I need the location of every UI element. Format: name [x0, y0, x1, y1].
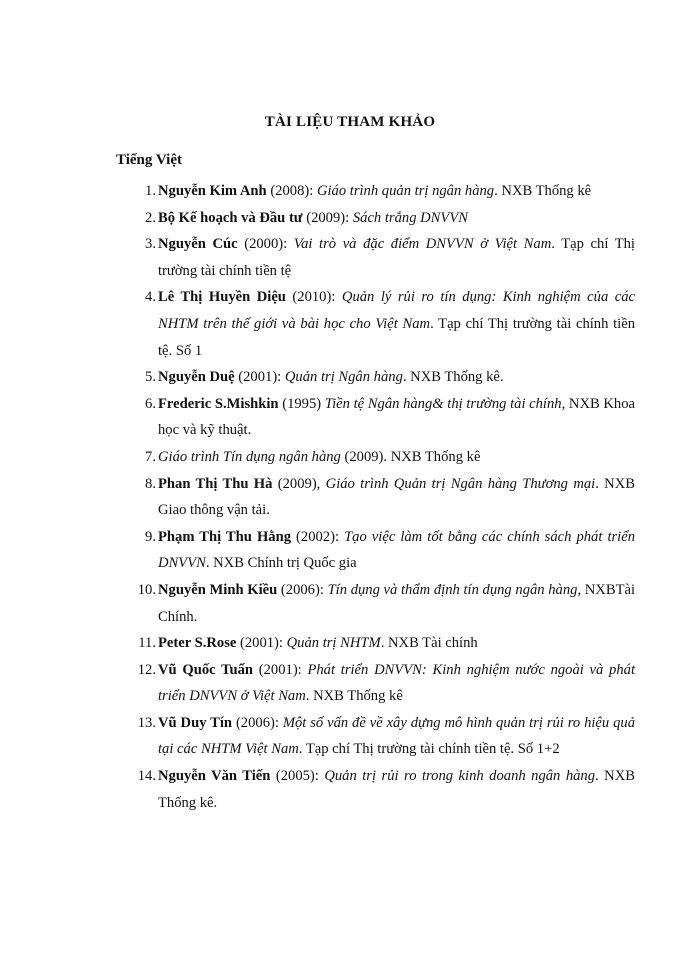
- reference-year: (2001):: [234, 369, 285, 386]
- reference-title: Giáo trình Quản trị Ngân hàng Thương mại: [325, 475, 596, 492]
- reference-item: [130, 178, 635, 205]
- reference-item: [130, 657, 635, 710]
- reference-year: (2009),: [272, 475, 326, 492]
- reference-item: [130, 284, 635, 364]
- reference-number: 7.: [145, 448, 156, 465]
- page-title: TÀI LIỆU THAM KHẢO: [264, 114, 436, 130]
- reference-title: Quản trị NHTM: [286, 635, 381, 652]
- reference-number: 6.: [145, 395, 156, 412]
- reference-number: 8.: [145, 475, 156, 492]
- reference-author: Phạm Thị Thu Hằng: [158, 528, 292, 545]
- reference-item: [130, 205, 635, 232]
- reference-title: Phát triển DNVVN: Kinh nghiệm nước ngoài và phát triển DNVVN ở Việt Nam: [158, 661, 635, 705]
- reference-title: Giáo trình quản trị ngân hàng: [316, 183, 495, 199]
- reference-number: 3.: [145, 236, 156, 253]
- reference-list: [130, 178, 635, 816]
- reference-title: Tiền tệ Ngân hàng& thị trường tài chính: [324, 395, 562, 412]
- reference-publisher: , NXBTài Chính.: [158, 581, 636, 625]
- reference-year: (2001):: [236, 635, 287, 652]
- reference-publisher: (2009). NXB Thống kê: [340, 448, 481, 465]
- reference-publisher: . NXB Thống kê.: [158, 768, 635, 811]
- reference-year: (2001):: [253, 661, 308, 678]
- reference-publisher: , NXB Khoa học và kỹ thuật.: [158, 395, 635, 439]
- reference-author: Bộ Kế hoạch và Đầu tư: [158, 209, 303, 226]
- reference-title: Quản trị rủi ro trong kinh doanh ngân hàng: [324, 768, 596, 785]
- reference-year: (2008):: [266, 183, 317, 199]
- reference-item: [130, 630, 635, 657]
- reference-title: Sách trắng DNVVN: [352, 209, 468, 226]
- reference-item: [130, 577, 635, 630]
- reference-number: 14.: [137, 768, 156, 785]
- reference-year: (2009):: [302, 209, 353, 226]
- reference-year: (2000):: [237, 236, 294, 253]
- reference-item: [130, 524, 635, 577]
- reference-number: 1.: [145, 183, 156, 199]
- reference-number: 9.: [145, 528, 156, 545]
- reference-author: Nguyễn Văn Tiến: [158, 768, 271, 785]
- reference-number: 11.: [138, 635, 156, 652]
- reference-number: 4.: [145, 289, 156, 306]
- reference-publisher: . Tạp chí Thị trường tài chính tiền tệ. Số 1+2: [298, 741, 560, 758]
- reference-item: [130, 444, 635, 471]
- reference-publisher: . Tạp chí Thị trường tài chính tiền tệ. Số 1: [158, 315, 635, 359]
- reference-author: Phan Thị Thu Hà: [158, 475, 273, 492]
- reference-title: Tạo việc làm tốt bằng các chính sách phát triển DNVVN: [158, 528, 636, 572]
- reference-author: Nguyễn Minh Kiều: [158, 581, 278, 598]
- reference-publisher: . NXB Thống kê: [305, 688, 403, 705]
- reference-year: (2006):: [277, 581, 328, 598]
- reference-publisher: . Tạp chí Thị trường tài chính tiền tệ: [158, 236, 635, 279]
- reference-item: [130, 231, 635, 284]
- reference-publisher: . NXB Chính trị Quốc gia: [205, 555, 357, 572]
- reference-item: [130, 763, 635, 816]
- reference-item: [130, 364, 635, 391]
- reference-year: (2002):: [291, 528, 345, 545]
- reference-title: Vai trò và đặc điểm DNVVN ở Việt Nam: [293, 236, 552, 253]
- reference-number: 12.: [137, 661, 156, 678]
- reference-number: 13.: [137, 714, 156, 731]
- reference-item: [130, 471, 635, 524]
- reference-title: Giáo trình Tín dụng ngân hàng: [158, 448, 341, 465]
- reference-year: (2006):: [232, 714, 283, 731]
- reference-item: [130, 710, 635, 763]
- reference-title: Quản lý rủi ro tín dụng: Kinh nghiệm của các NHTM trên thế giới và bài học cho Việt Nam: [158, 289, 636, 332]
- reference-publisher: . NXB Thống kê.: [402, 369, 504, 386]
- reference-title: Quản trị Ngân hàng: [284, 369, 403, 386]
- section-heading: Tiếng Việt: [116, 152, 182, 168]
- reference-publisher: . NXB Tài chính: [380, 635, 478, 652]
- reference-year: (1995): [278, 395, 325, 412]
- reference-title: Một số vấn đề về xây dựng mô hình quản trị rủi ro hiệu quả tại các NHTM Việt Nam: [158, 714, 635, 758]
- reference-year: (2005):: [270, 768, 325, 785]
- reference-author: Nguyễn Duệ: [158, 369, 235, 386]
- reference-number: 10.: [137, 581, 156, 598]
- reference-publisher: . NXB Thống kê: [494, 183, 592, 199]
- reference-publisher: . NXB Giao thông vận tải.: [158, 475, 635, 519]
- reference-item: [130, 391, 635, 444]
- reference-author: Vũ Quốc Tuấn: [158, 661, 254, 678]
- reference-number: 2.: [145, 209, 156, 226]
- reference-title: Tín dụng và thẩm định tín dụng ngân hàng: [327, 581, 578, 598]
- reference-author: Vũ Duy Tín: [158, 714, 233, 731]
- reference-author: Peter S.Rose: [158, 635, 237, 652]
- reference-author: Nguyễn Cúc: [158, 236, 238, 253]
- reference-author: Frederic S.Mishkin: [158, 395, 279, 412]
- reference-number: 5.: [145, 369, 156, 386]
- reference-year: (2010):: [285, 289, 342, 306]
- reference-author: Lê Thị Huyền Diệu: [158, 289, 286, 306]
- reference-author: Nguyễn Kim Anh: [158, 183, 267, 199]
